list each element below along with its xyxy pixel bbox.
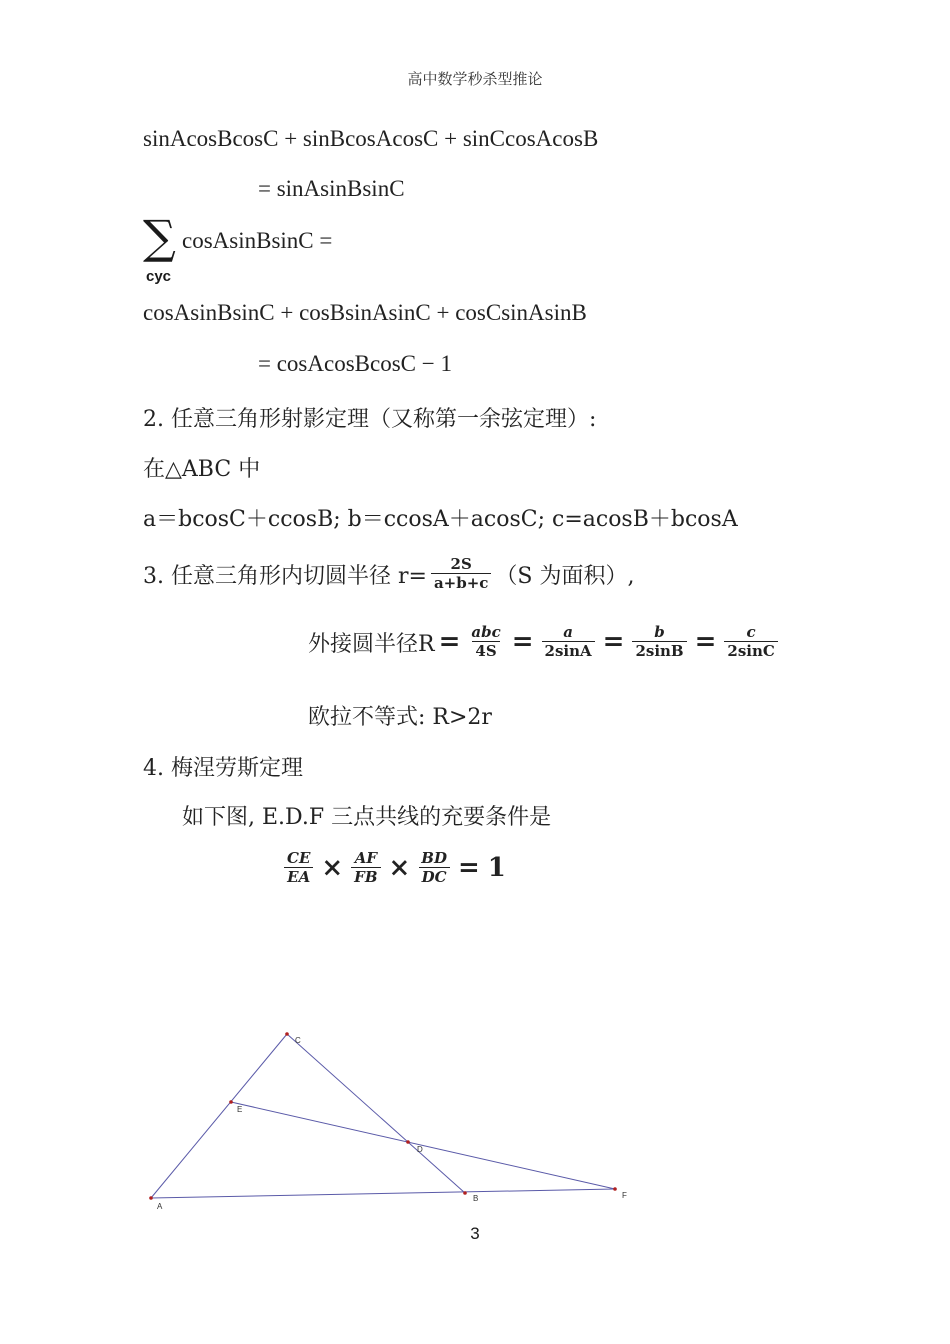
frac-denominator: 2sinA xyxy=(542,641,595,660)
side-cb xyxy=(287,1034,465,1193)
menelaus-frac-ce-ea xyxy=(284,850,313,887)
frac-denominator: 2sinC xyxy=(724,641,777,660)
inradius-numerator: 2S xyxy=(450,555,472,573)
eq-sign: = xyxy=(694,627,717,658)
point-b xyxy=(463,1191,467,1195)
formula-cyc-line3: = cosAcosBcosC − 1 xyxy=(258,351,452,376)
eq-sign: = xyxy=(457,853,480,884)
section-4-title: 4. 梅涅劳斯定理 xyxy=(143,756,303,781)
formula-cyc-line1: cosAsinBsinC = xyxy=(182,228,333,253)
transversal-edf xyxy=(231,1102,615,1189)
label-e: E xyxy=(237,1105,243,1114)
times-sign: × xyxy=(388,853,411,884)
inradius-fraction xyxy=(431,556,491,593)
eq-sign: = xyxy=(438,627,461,658)
menelaus-result: 1 xyxy=(487,853,506,884)
frac-numerator: b xyxy=(654,623,665,641)
frac-denominator: 2sinB xyxy=(632,641,686,660)
eq-sign: = xyxy=(602,627,625,658)
menelaus-formula xyxy=(280,850,510,887)
label-c: C xyxy=(295,1036,301,1045)
frac-numerator: CE xyxy=(287,849,311,867)
frac-denominator: FB xyxy=(351,867,380,886)
page-number: 3 xyxy=(470,1224,480,1243)
eq-sign: = xyxy=(511,627,534,658)
circumradius-label: 外接圆半径R xyxy=(308,631,435,657)
label-b: B xyxy=(473,1194,479,1203)
label-a: A xyxy=(157,1202,163,1211)
frac-denominator: DC xyxy=(419,867,450,886)
frac-denominator: EA xyxy=(284,867,313,886)
summation-subscript: cyc xyxy=(146,268,172,285)
section-3-line xyxy=(143,556,634,593)
menelaus-frac-bd-dc xyxy=(418,850,450,887)
circum-frac-abc xyxy=(468,624,503,661)
frac-numerator: BD xyxy=(421,849,447,867)
frac-numerator: abc xyxy=(471,623,501,641)
frac-denominator: 4S xyxy=(472,641,499,660)
circum-frac-a xyxy=(542,624,595,661)
section-2-intro: 在△ABC 中 xyxy=(143,457,261,482)
section-4-body: 如下图, E.D.F 三点共线的充要条件是 xyxy=(182,805,552,830)
frac-numerator: c xyxy=(746,623,756,641)
menelaus-figure xyxy=(140,1020,650,1220)
circumradius-line xyxy=(308,624,782,661)
point-e xyxy=(229,1100,233,1104)
summation-sign: ∑ xyxy=(143,210,176,264)
formula-cyc-line2: cosAsinBsinC + cosBsinAsinC + cosCsinAsinB xyxy=(143,300,587,325)
point-f xyxy=(613,1187,617,1191)
side-ac xyxy=(151,1034,287,1198)
section-3-suffix: （S 为面积）, xyxy=(495,563,635,589)
circum-frac-c xyxy=(724,624,777,661)
label-d: D xyxy=(417,1145,423,1154)
formula-sum-line2: = sinAsinBsinC xyxy=(258,176,405,201)
section-2-body: a＝bcosC＋ccosB; b＝ccosA＋acosC; c=acosB＋bcosA xyxy=(143,507,738,532)
section-3-prefix: 3. 任意三角形内切圆半径 r= xyxy=(143,563,427,589)
point-a xyxy=(149,1196,153,1200)
inradius-denominator: a+b+c xyxy=(431,573,491,592)
page-header: 高中数学秒杀型推论 xyxy=(407,70,543,88)
point-d xyxy=(406,1140,410,1144)
point-c xyxy=(285,1032,289,1036)
frac-numerator: AF xyxy=(354,849,377,867)
line-af xyxy=(151,1189,615,1198)
label-f: F xyxy=(622,1191,627,1200)
menelaus-frac-af-fb xyxy=(351,850,380,887)
figure-lines xyxy=(151,1034,615,1198)
section-2-title: 2. 任意三角形射影定理（又称第一余弦定理）: xyxy=(143,407,597,432)
formula-sum-line1: sinAcosBcosC + sinBcosAcosC + sinCcosAcosB xyxy=(143,126,599,151)
euler-inequality: 欧拉不等式: R>2r xyxy=(308,705,492,730)
times-sign: × xyxy=(321,853,344,884)
frac-numerator: a xyxy=(563,623,573,641)
circum-frac-b xyxy=(632,624,686,661)
